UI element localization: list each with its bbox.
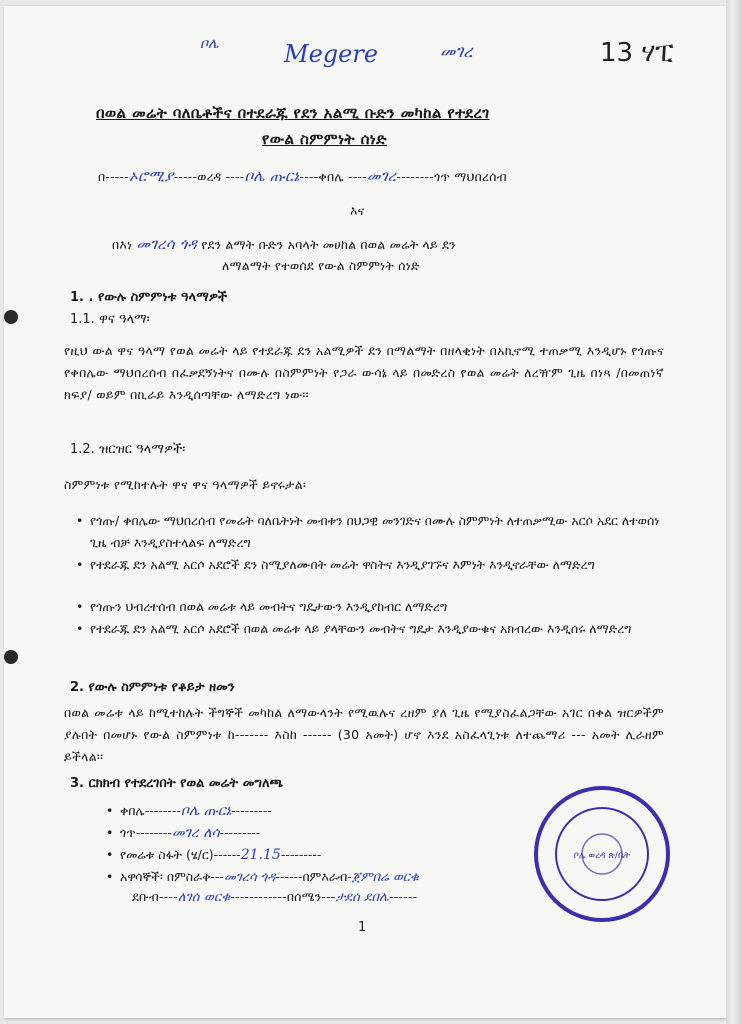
list-item: • የጎጡ/ ቀበሌው ማህበረሰብ የመሬት ባለቤትነት መብቱን በህጋዊ መንገድና በሙሉ ስምምነት ለተጠቃሚው አርሶ አደር ለተወሰነ ጊዜ ብቻ እንዲያስተላልፍ ለማድረግ: [76, 513, 660, 550]
handwritten-note: መገረ: [440, 42, 473, 62]
intro-line-1: በእነ መገረሳ ጎዳ የደን ልማት ቡድን አባላት መሀከል በወል መሬት ላይ ደን: [112, 235, 456, 253]
page-number: 1: [358, 920, 367, 935]
section-2-body: በወል መሬቱ ላይ ከሚተከሉት ችግኞች መካከል ለማውላንት የሚዉሉና ረዘም ያለ ጊዜ የሚያስፈልጋቸው አገር በቀል ዝርዎችም ያሉበት በመሆኑ የውል ስምምነቱ ከ------- እስከ ------ (30 አመት) ሆኖ እንደ አስፈላጊነቱ ለተጨማሪ --- አመት ሊራዘም ይችላል፡፡: [64, 705, 664, 764]
stamp-label: ቦሌ ወረዳ ጽ/ቤት: [573, 851, 631, 861]
list-item: • የመሬቱ ስፋት (ሄ/ር)------21.15---------: [106, 847, 322, 863]
handwritten-name: Megere: [284, 40, 379, 68]
section-1-1-heading: 1.1. ዋና ዓላማ፡: [70, 312, 150, 327]
list-item: • የጎጡን ህብረተሰብ በወል መሬቱ ላይ መብትና ግዴታውን እንዲያከብር ለማድረግ: [76, 599, 448, 614]
section-3-heading: 3. ርክክብ የተደረገበት የወል መሬት መግለጫ: [70, 776, 284, 791]
section-2-heading: 2. የውሉ ስምምነቱ የቆይታ ዘመን: [70, 680, 235, 695]
intro-line-2: ለማልማት የተወሰደ የውል ስምምነት ሰነድ: [222, 258, 420, 273]
list-item: • አዋሳኞች፡ በምስራቅ---መገረሳ ጎዳ------በምእራብ-ጀምበሬ ወርቁ: [106, 869, 419, 885]
section-1-2-intro: ስምምነቱ የሚከተሉት ዋና ዋና ዓላማዎች ይኖሩታል፡: [64, 477, 307, 492]
punch-hole: [4, 650, 18, 664]
list-item: • የተደራጁ ደን አልሚ አርሶ አደሮች በወል መሬቱ ላይ ያላቸውን መብትና ግዴታ እንዲያውቁና አክብረው እንዲሰሩ ለማድረግ: [76, 621, 632, 636]
boundary-south-north: ደቡብ----ለገሰ ወርቁ------------በሰሜን---ታደሰ ደበሌ------: [132, 889, 418, 905]
punch-hole: [4, 310, 18, 324]
list-item: • ቀበሌ--------ቦሌ ጡርኔ---------: [106, 803, 272, 819]
official-stamp: [532, 784, 672, 924]
handwritten-note: ቦሌ: [200, 36, 219, 52]
list-item: • የተደራጁ ደን አልሚ አርሶ አደሮች ደን ስሚያለሙበት መሬት ዋስትና እንዲያገኙና እምነት እንዲኖራቸው ለማድረግ: [76, 557, 595, 572]
fill-line: በ-----ኦሮሚያ-----ወረዳ ----ቦሌ ጡርኔ----ቀበሌ ----መገረ--------ጎጥ ማህበረሰብ: [98, 167, 507, 185]
document-title: በወል መሬት ባለቤቶችና በተደራጁ የደን አልሚ ቡድን መካከል የተደረገ: [96, 104, 490, 122]
section-1-2-heading: 1.2. ዝርዝር ዓላማዎች፡: [70, 442, 186, 457]
page-edge: [726, 0, 742, 1024]
section-1-1-body: የዚህ ውል ዋና ዓላማ የወል መሬት ላይ የተደራጁ ደን አልሚዎች ደን በማልማት በዘላቂነት በአኪኖሚ ተጠቃሚ እንዲሆኑ የጎጡና የቀበሌው ማህበረሰብ በፈቃደኝነትና በሙሉ በስምምነት የጋራ ውሳኔ ላይ በመድረስ የወል መሬት ለረዥም ጊዜ በነጻ /በመጠነኛ ክፍያ/ ወይም በኪራይ እንዲሰጣቸው ለማድረግ ነው፡፡: [64, 343, 664, 402]
document-subtitle: የውል ስምምነት ሰነድ: [262, 130, 387, 148]
section-1-heading: 1. . የውሉ ስምምነቱ ዓላማዎች: [70, 290, 228, 305]
page-code: 13 ሃፒ: [600, 38, 674, 68]
and-text: እና: [350, 203, 365, 218]
list-item: • ጎጥ--------መገረ ለሳ---------: [106, 825, 261, 841]
